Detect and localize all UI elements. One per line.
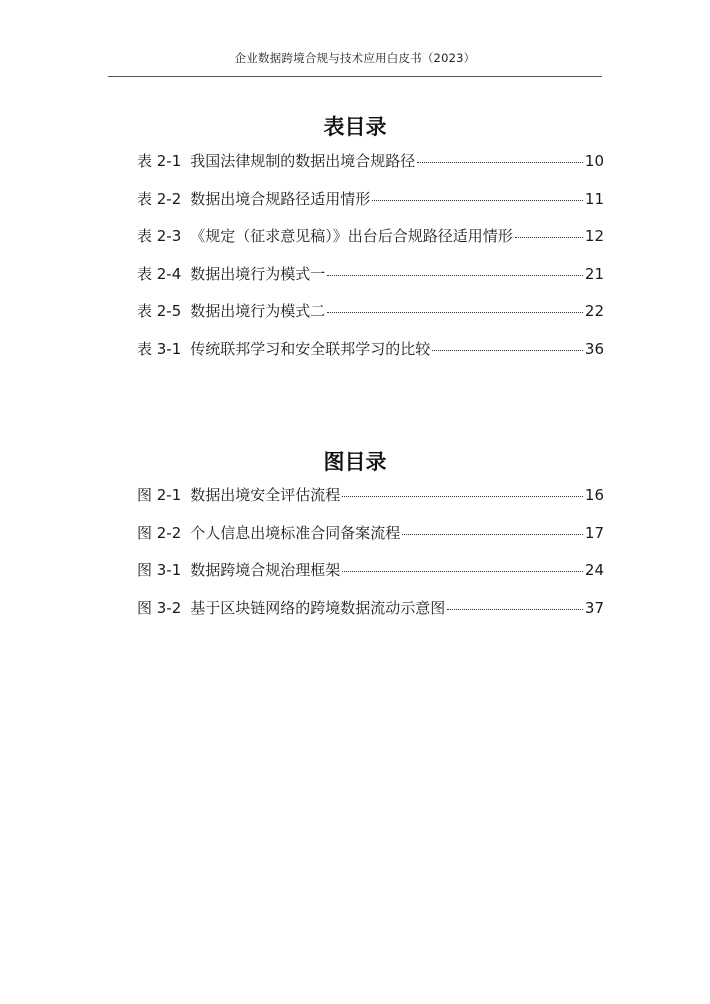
toc-entry-text: 数据出境合规路径适用情形 — [190, 189, 371, 208]
toc-entry-figure-3-2[interactable] — [137, 597, 604, 635]
toc-entry-text: 数据跨境合规治理框架 — [190, 561, 341, 579]
toc-entry-label: 图 3-1 — [137, 561, 182, 579]
toc-entry-figure-2-2[interactable] — [137, 522, 604, 560]
running-header: 企业数据跨境合规与技术应用白皮书（2023） — [234, 51, 476, 65]
toc-entry-page: 24 — [584, 561, 604, 579]
toc-entry-label: 表 2-4 — [137, 264, 182, 283]
toc-entry-label: 表 3-1 — [137, 339, 182, 358]
toc-dot-leader — [327, 275, 583, 276]
toc-entry-table-2-5[interactable] — [137, 300, 604, 338]
toc-dot-leader — [447, 609, 583, 610]
toc-entry-table-2-2[interactable] — [137, 188, 604, 226]
toc-entry-page: 16 — [584, 486, 604, 504]
toc-dot-leader — [372, 200, 583, 201]
toc-entry-table-3-1[interactable] — [137, 338, 604, 376]
toc-entry-label: 表 2-1 — [137, 152, 182, 170]
toc-entry-text: 数据出境行为模式一 — [190, 264, 326, 283]
toc-entry-page: 10 — [584, 152, 604, 170]
figures-toc-list — [137, 484, 604, 634]
toc-dot-leader — [342, 496, 583, 497]
toc-entry-page: 11 — [584, 189, 604, 208]
toc-entry-table-2-1[interactable] — [137, 150, 604, 188]
toc-entry-text: 数据出境安全评估流程 — [190, 486, 341, 504]
tables-toc-list — [137, 150, 604, 375]
toc-entry-label: 表 2-2 — [137, 189, 182, 208]
toc-entry-page: 21 — [584, 264, 604, 283]
toc-dot-leader — [327, 312, 583, 313]
toc-entry-text: 传统联邦学习和安全联邦学习的比较 — [190, 339, 431, 358]
toc-entry-label: 图 2-2 — [137, 523, 182, 542]
toc-dot-leader — [402, 534, 583, 535]
toc-dot-leader — [432, 350, 583, 351]
tables-toc-title: 表目录 — [323, 115, 387, 139]
toc-entry-page: 36 — [584, 339, 604, 358]
toc-entry-table-2-4[interactable] — [137, 263, 604, 301]
toc-entry-label: 表 2-3 — [137, 227, 182, 245]
toc-dot-leader — [515, 237, 583, 238]
toc-entry-table-2-3[interactable] — [137, 225, 604, 263]
toc-entry-page: 17 — [584, 523, 604, 542]
figures-toc-title: 图目录 — [323, 450, 387, 474]
toc-dot-leader — [342, 571, 583, 572]
toc-entry-text: 我国法律规制的数据出境合规路径 — [190, 152, 416, 170]
toc-entry-figure-2-1[interactable] — [137, 484, 604, 522]
toc-entry-text: 数据出境行为模式二 — [190, 302, 326, 320]
toc-entry-page: 22 — [584, 302, 604, 320]
toc-entry-text: 个人信息出境标准合同备案流程 — [190, 523, 401, 542]
toc-entry-text: 《规定（征求意见稿）》出台后合规路径适用情形 — [190, 227, 513, 245]
toc-dot-leader — [417, 162, 583, 163]
toc-entry-text: 基于区块链网络的跨境数据流动示意图 — [190, 598, 446, 617]
toc-entry-page: 12 — [584, 227, 604, 245]
toc-entry-label: 表 2-5 — [137, 302, 182, 320]
toc-entry-label: 图 3-2 — [137, 598, 182, 617]
toc-entry-page: 37 — [584, 598, 604, 617]
toc-entry-label: 图 2-1 — [137, 486, 182, 504]
toc-entry-figure-3-1[interactable] — [137, 559, 604, 597]
header-rule — [108, 76, 602, 77]
